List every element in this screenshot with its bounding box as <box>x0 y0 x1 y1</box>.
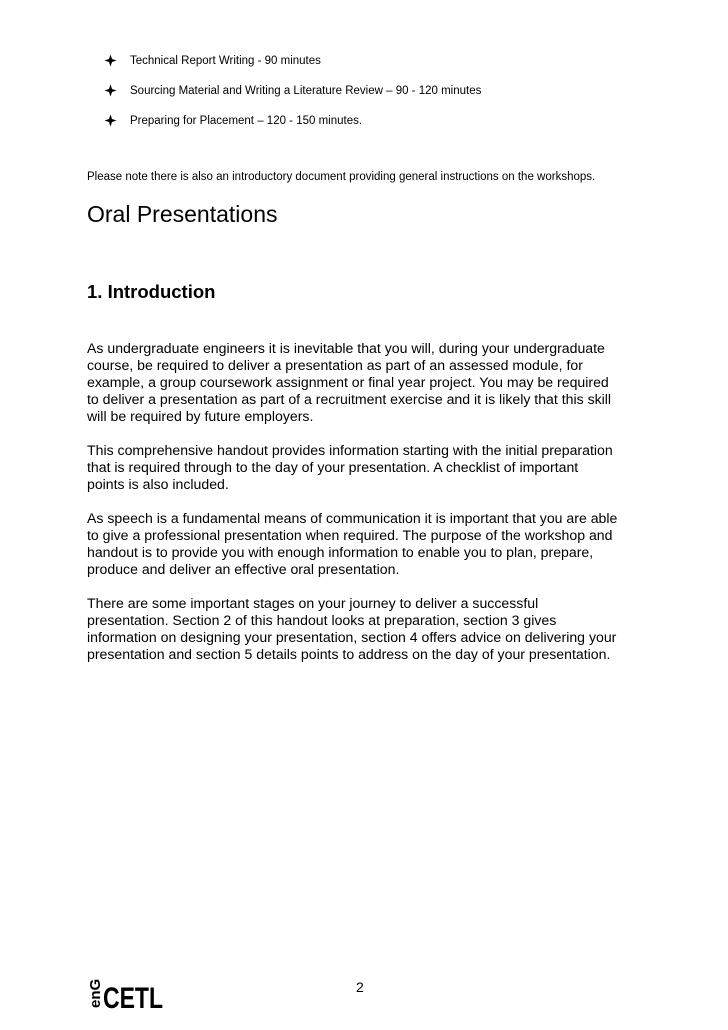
list-item <box>104 83 481 113</box>
workshop-list <box>104 53 481 143</box>
list-item-text: Technical Report Writing - 90 minutes <box>130 55 321 67</box>
list-item-text: Preparing for Placement – 120 - 150 minutes. <box>130 115 363 127</box>
paragraph: This comprehensive handout provides information starting with the initial preparation that is required through to the day of your presentation. A checklist of important points is also included. <box>87 442 613 492</box>
paragraph: There are some important stages on your journey to deliver a successful presentation. Section 2 of this handout looks at preparation, section 3 gives information on designing your presentation, section 4 offers advice on delivering your presentation and section 5 details points to address on the day of your presentation. <box>87 595 617 662</box>
introductory-note: Please note there is also an introductory document providing general instructions on the workshops. <box>87 171 596 183</box>
paragraph: As speech is a fundamental means of communication it is important that you are able to give a professional presentation when required. The purpose of the workshop and handout is to provide you with enough information to enable you to plan, prepare, produce and deliver an effective oral presentation. <box>87 510 618 577</box>
cetl-logo-mark <box>86 976 166 1015</box>
logo-vertical-text: enG <box>87 978 104 1008</box>
cetl-logo <box>86 976 166 1015</box>
list-item-text: Sourcing Material and Writing a Literature Review – 90 - 120 minutes <box>130 85 482 97</box>
diamond-bullet-icon <box>104 114 117 127</box>
logo-text: CETL <box>103 982 163 1015</box>
introduction-body <box>87 340 657 680</box>
list-item <box>104 113 481 143</box>
section-title: Oral Presentations <box>87 201 278 227</box>
page-number: 2 <box>356 979 364 995</box>
diamond-bullet-icon <box>104 54 117 67</box>
list-item <box>104 53 481 83</box>
diamond-bullet-icon <box>104 84 117 97</box>
subsection-title: 1. Introduction <box>87 281 216 302</box>
paragraph: As undergraduate engineers it is inevitable that you will, during your undergraduate course, be required to deliver a presentation as part of an assessed module, for example, a group coursework assignment or final year project. You may be required to deliver a presentation as part of a recruitment exercise and it is likely that this skill will be required by future employers. <box>87 340 612 424</box>
